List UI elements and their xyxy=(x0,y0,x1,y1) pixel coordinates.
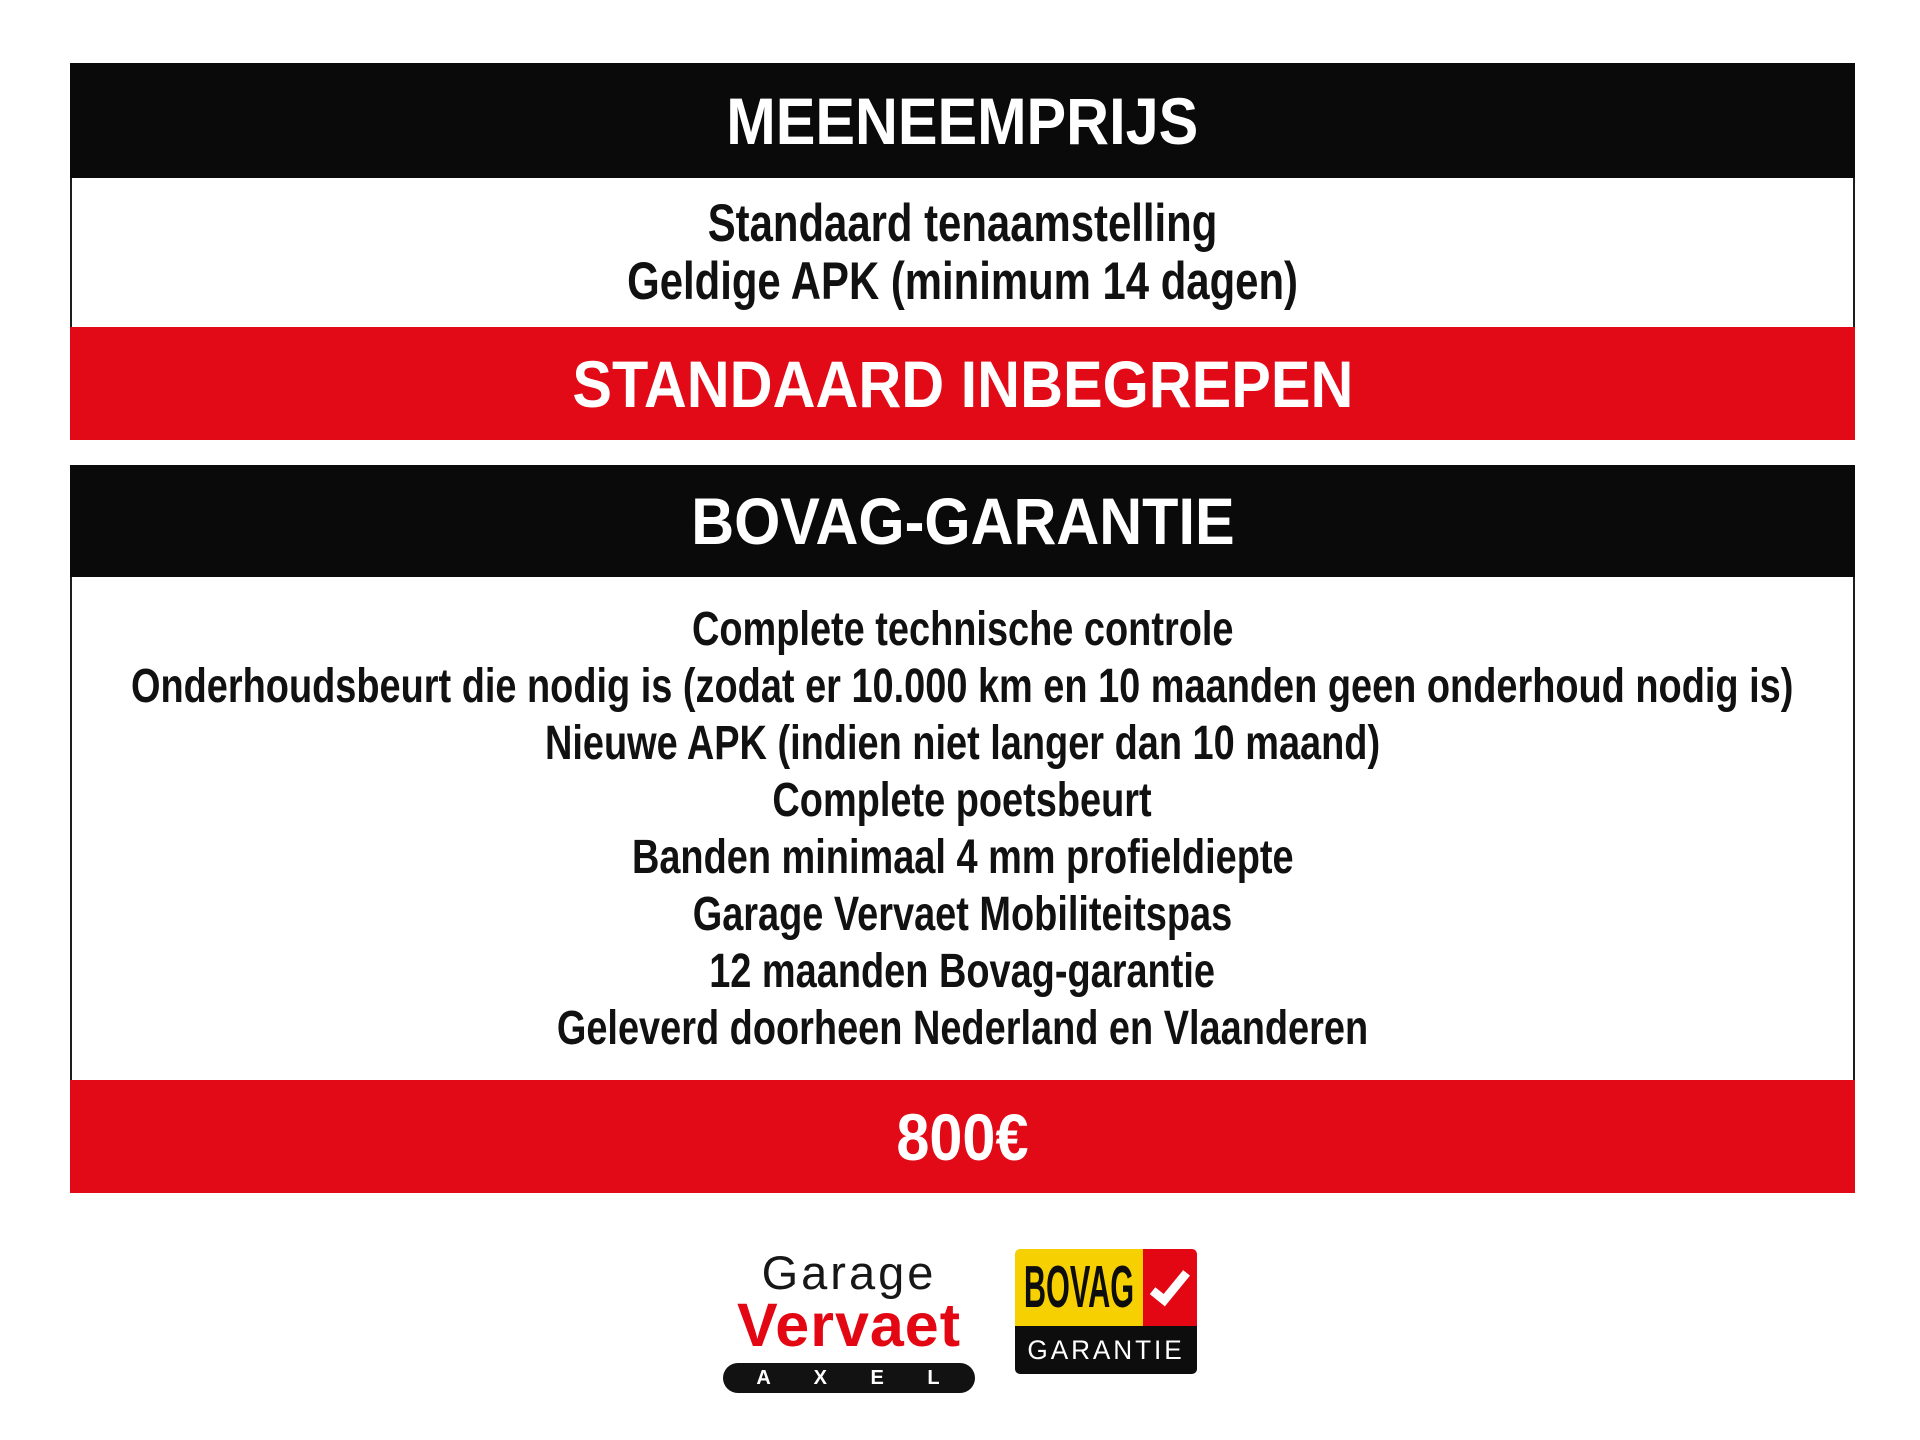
garantie-wordmark: GARANTIE xyxy=(1027,1334,1185,1365)
bovag-yellow-panel xyxy=(1015,1249,1143,1326)
list-line: Complete technische controle xyxy=(691,602,1234,656)
bovag-red-panel xyxy=(1143,1249,1197,1326)
vervaet-word: Vervaet xyxy=(736,1291,962,1359)
garage-vervaet-logo xyxy=(723,1246,975,1393)
price-conditions-row xyxy=(70,178,1855,327)
bovag-wordmark: BOVAG xyxy=(1023,1254,1135,1320)
warranty-items-row xyxy=(70,577,1855,1080)
price-value: 800€ xyxy=(896,1099,1029,1174)
bovag-garantie-header-bar xyxy=(70,465,1855,577)
flyer-page xyxy=(0,63,1920,1440)
list-line: Garage Vervaet Mobiliteitspas xyxy=(692,887,1233,941)
price-bar xyxy=(70,1080,1855,1193)
warranty-items-list xyxy=(0,601,1920,1057)
meeneemprijs-header-bar xyxy=(70,63,1855,178)
bovag-black-panel xyxy=(1015,1326,1197,1374)
list-line: Geldige APK (minimum 14 dagen) xyxy=(627,251,1298,311)
list-line: Geleverd doorheen Nederland en Vlaanderen xyxy=(556,1001,1369,1055)
price-conditions-list xyxy=(538,195,1387,311)
warranty-card xyxy=(70,465,1855,1193)
garage-word: Garage xyxy=(761,1246,937,1299)
bovag-logo-top xyxy=(1015,1249,1197,1326)
standaard-inbegrepen-bar xyxy=(70,327,1855,440)
list-line: Banden minimaal 4 mm profieldiepte xyxy=(631,830,1294,884)
bovag-garantie-logo xyxy=(1015,1249,1197,1374)
section-gap xyxy=(0,440,1920,465)
list-line: Complete poetsbeurt xyxy=(772,773,1153,827)
check-icon xyxy=(1147,1267,1194,1308)
bovag-garantie-title: BOVAG-GARANTIE xyxy=(690,484,1235,558)
standaard-inbegrepen-label: STANDAARD INBEGREPEN xyxy=(571,346,1354,421)
list-line: Standaard tenaamstelling xyxy=(707,193,1218,253)
meeneemprijs-title: MEENEEMPRIJS xyxy=(726,83,1199,158)
axel-badge: A X E L xyxy=(723,1363,975,1393)
footer-logos xyxy=(0,1193,1920,1440)
list-line: 12 maanden Bovag-garantie xyxy=(709,944,1216,998)
price-card xyxy=(70,63,1855,440)
list-line: Onderhoudsbeurt die nodig is (zodat er 10.000 km en 10 maanden geen onderhoud nodig is) xyxy=(131,659,1794,713)
list-line: Nieuwe APK (indien niet langer dan 10 maand) xyxy=(544,716,1381,770)
